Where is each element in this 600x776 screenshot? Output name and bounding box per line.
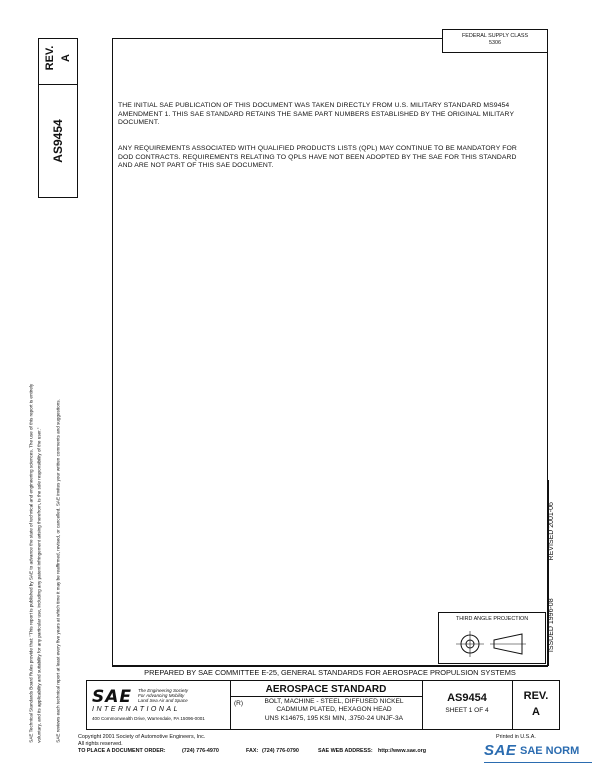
- printed-in: Printed in U.S.A.: [496, 734, 536, 740]
- title-block-div2: [422, 680, 423, 730]
- left-rev-label: REV.: [44, 45, 56, 71]
- sae-logo: SAE: [92, 687, 133, 707]
- sae-tagline-1: The Engineering Society: [138, 688, 189, 693]
- title-block-div3: [512, 680, 513, 730]
- left-doc-number: AS9454: [51, 119, 65, 163]
- federal-supply-label: FEDERAL SUPPLY CLASS: [461, 33, 529, 39]
- note-paragraph-2: ANY REQUIREMENTS ASSOCIATED WITH QUALIFIED PRODUCTS LISTS (QPL) MAY CONTINUE TO BE MANDATORY FOR DOD CONTRACTS. REQUIREMENTS RELATING TO QPLS HAVE NOT BEEN ADOPTED BY THE SAE FOR THIS STANDARD AND ARE NOT PART OF THIS SAE DOCUMENT.: [118, 145, 517, 170]
- prepared-by-top-rule: [112, 666, 548, 667]
- badge-sae-logo: SAE: [484, 742, 517, 759]
- third-angle-symbol: [452, 628, 542, 660]
- left-rev-value: A: [60, 54, 72, 62]
- standard-type: AEROSPACE STANDARD: [265, 684, 387, 695]
- main-frame: [112, 38, 548, 666]
- sae-tagline-2: For Advancing Mobility: [138, 693, 185, 698]
- margin-legal-line3: SAE reviews each technical report at least every five years at which time it may be reaffirmed, revised, or cancelled. SAE invites your written comments and suggestions.: [55, 399, 61, 743]
- sae-international: INTERNATIONAL: [92, 706, 180, 713]
- federal-supply-value: 5306: [489, 40, 501, 46]
- web-url[interactable]: http://www.sae.org: [378, 748, 427, 754]
- left-strip-divider: [38, 84, 78, 85]
- revised-date: REVISED 2001-06: [547, 502, 555, 561]
- prepared-by-text: PREPARED BY SAE COMMITTEE E-25, GENERAL STANDARDS FOR AEROSPACE PROPULSION SYSTEMS: [144, 668, 516, 677]
- title-rev-value: A: [532, 706, 540, 718]
- margin-legal-line1: SAE Technical Standards Board Rules provide that: "This report is published by SAE to advance the state of technical and engineering sciences. The use of this report is entirely: [28, 383, 34, 743]
- order-label: TO PLACE A DOCUMENT ORDER:: [78, 748, 166, 754]
- sheet-number: SHEET 1 OF 4: [445, 707, 489, 714]
- rights: All rights reserved.: [78, 741, 123, 747]
- title-line-1: BOLT, MACHINE - STEEL, DIFFUSED NICKEL: [264, 698, 404, 705]
- fax-number: (724) 776-0790: [262, 748, 299, 754]
- order-phone: (724) 776-4970: [182, 748, 219, 754]
- title-line-3: UNS K14675, 195 KSI MIN, .3750-24 UNJF-3A: [264, 715, 404, 722]
- third-angle-label: THIRD ANGLE PROJECTION: [455, 616, 529, 622]
- title-block-hdr-rule: [230, 696, 422, 697]
- note-paragraph-1: THE INITIAL SAE PUBLICATION OF THIS DOCUMENT WAS TAKEN DIRECTLY FROM U.S. MILITARY STANDARD MS9454 AMENDMENT 1. THIS SAE STANDARD RETAINS THE SAME PART NUMBERS ESTABLISHED BY THE ORIGINAL MILITARY DOCUMENT.: [118, 102, 514, 127]
- copyright: Copyright 2001 Society of Automotive Engineers, Inc.: [78, 734, 206, 740]
- sae-tagline-3: Land Sea Air and Space: [138, 698, 188, 703]
- title-line-2: CADMIUM PLATED, HEXAGON HEAD: [276, 706, 392, 713]
- revision-marker: (R): [234, 700, 244, 707]
- sae-address: 400 Commonwealth Drive, Warrendale, PA 15096-0001: [92, 716, 205, 721]
- title-doc-number: AS9454: [447, 692, 487, 704]
- badge-text: SAE NORM: [520, 745, 580, 757]
- margin-legal-line2: voluntary, and its applicability and suitability for any particular use, including any patent infringement arising therefrom, is the sole responsibility of the user.": [36, 427, 42, 743]
- issued-date: ISSUED 1996-08: [547, 598, 555, 653]
- web-label: SAE WEB ADDRESS:: [318, 748, 373, 754]
- badge-underline: [484, 762, 592, 763]
- title-rev-label: REV.: [523, 690, 549, 702]
- fax-label: FAX:: [246, 748, 259, 754]
